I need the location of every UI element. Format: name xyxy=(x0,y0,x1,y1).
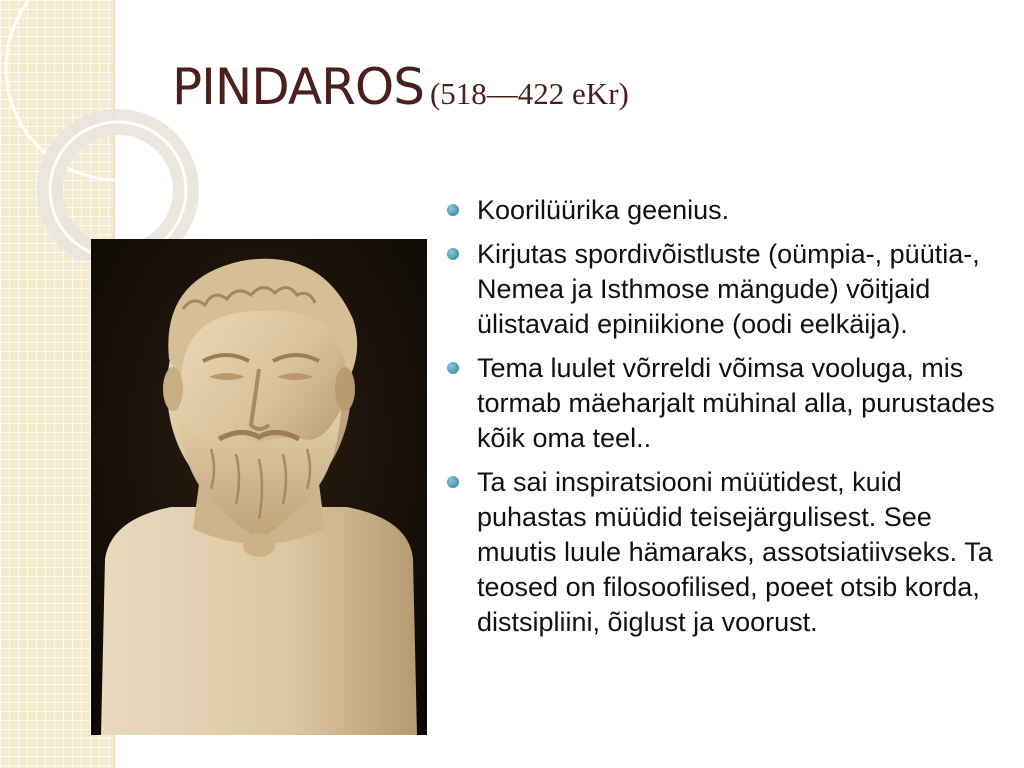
bullet-icon xyxy=(447,204,459,216)
list-item xyxy=(443,237,1018,342)
title-years: (518—422 eKr) xyxy=(429,76,629,111)
title-name: PINDAROS xyxy=(172,58,424,116)
list-item xyxy=(443,193,1018,228)
bullet-icon xyxy=(447,476,459,488)
bullet-text: Koorilüürika geenius. xyxy=(477,195,730,225)
list-item xyxy=(443,465,1018,640)
bullet-icon xyxy=(447,362,459,374)
bust-portrait-icon xyxy=(91,239,427,735)
bullet-icon xyxy=(447,248,459,260)
bullet-text: Kirjutas spordivõistluste (oümpia-, püütia-, Nemea ja Isthmose mängude) võitjaid ülistavaid epiniikione (oodi eelkäija). xyxy=(477,239,980,339)
bullet-text: Ta sai inspiratsiooni müütidest, kuid puhastas müüdid teisejärgulisest. See muutis luule hämaraks, assotsiatiivseks. Ta teosed on filosoofilised, poeet otsib korda, distsipliini, õiglust ja voorust. xyxy=(477,467,993,637)
slide-title xyxy=(172,58,629,116)
bust-photo xyxy=(91,239,427,735)
bullet-list xyxy=(443,193,1018,649)
list-item xyxy=(443,351,1018,456)
decorative-rings-icon xyxy=(0,0,220,260)
bullet-text: Tema luulet võrreldi võimsa vooluga, mis tormab mäeharjalt mühinal alla, purustades kõik oma teel.. xyxy=(477,353,995,453)
